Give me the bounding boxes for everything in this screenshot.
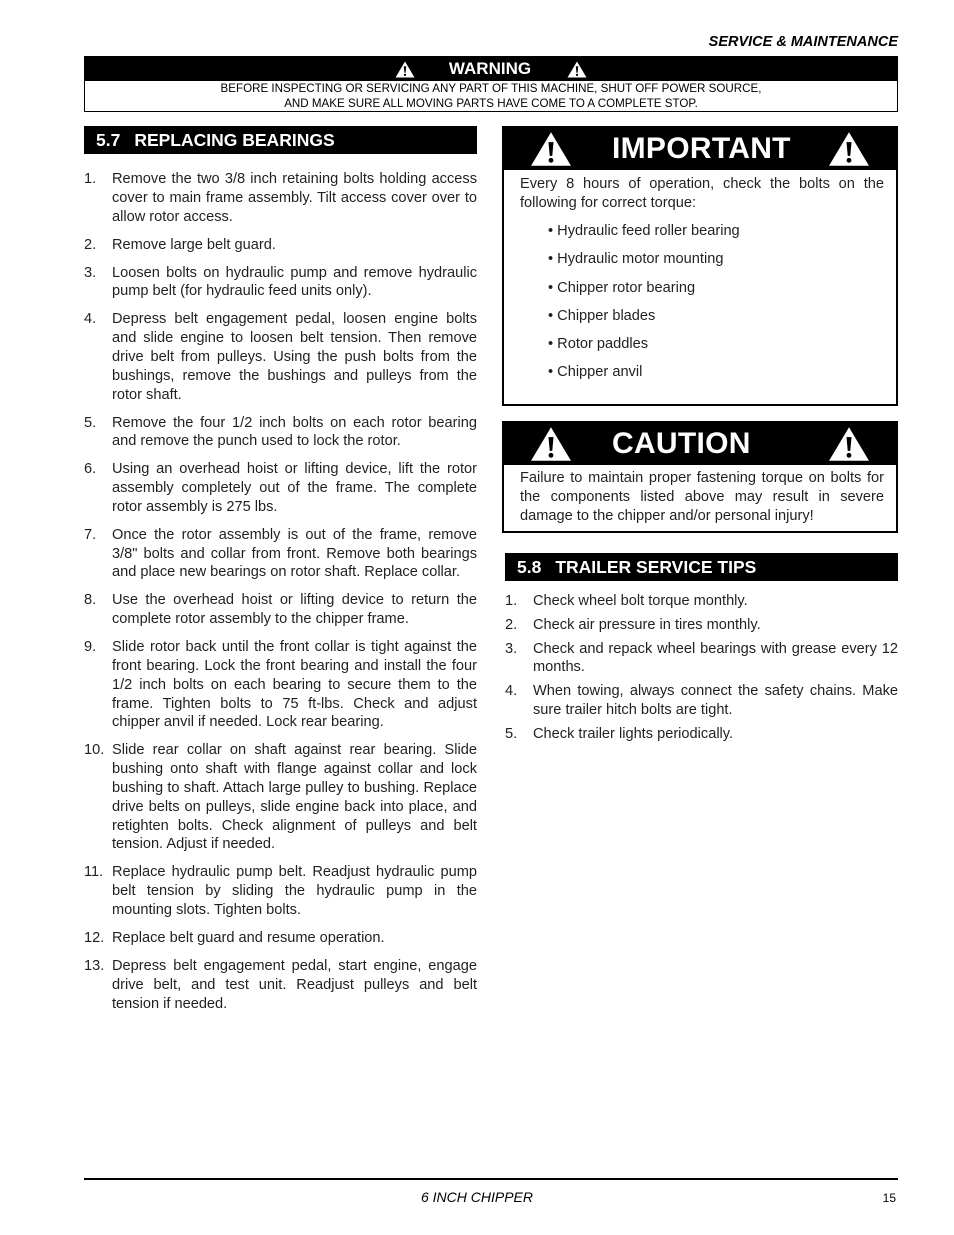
step-text: When towing, always connect the safety chains. Make sure trailer hitch bolts are tight. xyxy=(533,683,898,718)
step-item xyxy=(84,264,477,302)
torque-check-item: • Rotor paddles xyxy=(548,336,649,353)
step-text: Using an overhead hoist or lifting device, lift the rotor assembly completely out of the frame. The complete rotor assembly is 275 lbs. xyxy=(112,461,477,515)
step-number: 4. xyxy=(505,683,518,700)
step-text: Depress belt engagement pedal, start engine, engage drive belt, and test unit. Readjust pulleys and belt tension if needed. xyxy=(112,957,477,1012)
torque-check-item: • Hydraulic motor mounting xyxy=(548,251,724,268)
step-text: Loosen bolts on hydraulic pump and remove hydraulic pump belt (for hydraulic feed units only). xyxy=(112,264,477,300)
section-heading-trailer xyxy=(505,553,898,581)
warning-line: AND MAKE SURE ALL MOVING PARTS HAVE COME TO A COMPLETE STOP. xyxy=(284,96,698,110)
warning-title-bar xyxy=(85,57,897,81)
bearing-steps-list xyxy=(84,170,477,1013)
step-item xyxy=(84,310,477,404)
warning-triangle-icon xyxy=(395,61,415,78)
step-item xyxy=(505,682,898,720)
section-number: 5.7 xyxy=(96,129,121,150)
step-text: Check air pressure in tires monthly. xyxy=(533,616,761,633)
step-number: 1. xyxy=(84,171,97,187)
step-number: 10. xyxy=(84,742,105,759)
caution-text: Failure to maintain proper fastening torque on bolts for the components listed above may result in severe damage to the chipper and/or personal injury! xyxy=(520,470,884,524)
warning-triangle-icon xyxy=(567,61,587,78)
section-number: 5.8 xyxy=(517,556,542,577)
step-item xyxy=(505,640,898,678)
step-text: Remove large belt guard. xyxy=(112,236,276,253)
step-item xyxy=(84,957,477,1013)
page-number: 15 xyxy=(882,1191,896,1205)
step-item xyxy=(84,460,477,516)
step-item xyxy=(505,592,898,611)
step-item xyxy=(84,741,477,854)
footer-divider xyxy=(84,1178,898,1180)
torque-check-item: • Chipper rotor bearing xyxy=(548,279,696,296)
step-item xyxy=(84,526,477,582)
step-text: Check and repack wheel bearings with grease every 12 months. xyxy=(533,640,898,676)
warning-triangle-icon xyxy=(828,426,870,462)
step-text: Depress belt engagement pedal, loosen engine bolts and slide engine to loosen belt tension. Then remove drive belt from pulleys. Using the push bolts from the bushings, remove the bushings and pulleys from the rotor shaft. xyxy=(112,311,477,403)
torque-check-item: • Chipper anvil xyxy=(548,364,643,381)
step-number: 8. xyxy=(84,592,97,609)
step-text: Check trailer lights periodically. xyxy=(533,725,734,742)
warning-title: WARNING xyxy=(448,59,532,78)
warning-line: BEFORE INSPECTING OR SERVICING ANY PART OF THIS MACHINE, SHUT OFF POWER SOURCE, xyxy=(220,82,762,95)
step-number: 5. xyxy=(84,414,97,431)
step-item xyxy=(84,863,477,919)
step-text: Check wheel bolt torque monthly. xyxy=(533,593,748,609)
step-number: 5. xyxy=(505,725,518,742)
important-box xyxy=(502,126,898,406)
step-number: 6. xyxy=(84,461,97,478)
step-text: Use the overhead hoist or lifting device to return the complete rotor assembly to the chipper frame. xyxy=(112,592,477,628)
step-item xyxy=(505,616,898,635)
step-text: Replace belt guard and resume operation. xyxy=(112,929,385,946)
caution-title-bar xyxy=(504,423,896,465)
page-section-header: SERVICE & MAINTENANCE xyxy=(708,34,898,50)
step-number: 7. xyxy=(84,526,97,543)
torque-check-item: • Hydraulic feed roller bearing xyxy=(548,223,740,239)
step-text: Slide rear collar on shaft against rear bearing. Slide bushing onto shaft with flange against collar and lock bushing to shaft. Attach large pulley to bushing. Replace drive belts on pulleys, slide engine back into place, and retighten bolts. Check alignment of pulleys and belt tension. Adjust if needed. xyxy=(112,742,477,853)
important-text: Every 8 hours of operation, check the bolts on the following for correct torque: xyxy=(520,176,884,211)
step-item xyxy=(84,236,477,255)
warning-box xyxy=(84,56,898,112)
caution-title: CAUTION xyxy=(612,427,751,460)
step-number: 1. xyxy=(505,593,518,609)
torque-check-list xyxy=(504,223,896,393)
step-number: 3. xyxy=(84,264,97,281)
step-item xyxy=(505,725,898,744)
step-number: 11. xyxy=(84,864,104,881)
section-title: TRAILER SERVICE TIPS xyxy=(555,556,757,577)
step-number: 12. xyxy=(84,929,105,946)
step-item xyxy=(84,591,477,629)
step-number: 4. xyxy=(84,311,97,328)
important-title: IMPORTANT xyxy=(612,132,791,165)
step-text: Replace hydraulic pump belt. Readjust hydraulic pump belt tension by sliding the hydraulic pump in the mounting slots. Tighten bolts. xyxy=(112,864,477,918)
step-text: Slide rotor back until the front collar is tight against the front bearing. Lock the front bearing and install the four 1/2 inch bolts on each bearing to secure them to the frame. Tighten bolts to 75 ft-lbs. Check and adjust chipper anvil if needed. Lock rear bearing. xyxy=(112,639,477,731)
step-text: Remove the two 3/8 inch retaining bolts holding access cover to main frame assembly. Tilt access cover over to allow rotor access. xyxy=(112,171,477,225)
step-text: Remove the four 1/2 inch bolts on each rotor bearing and remove the punch used to lock the rotor. xyxy=(112,414,477,450)
torque-check-item: • Chipper blades xyxy=(548,307,656,324)
footer-title: 6 INCH CHIPPER xyxy=(420,1189,534,1205)
step-number: 9. xyxy=(84,639,97,656)
caution-box xyxy=(502,421,898,533)
warning-triangle-icon xyxy=(530,426,572,462)
warning-triangle-icon xyxy=(530,131,572,167)
step-number: 2. xyxy=(505,616,518,633)
step-number: 13. xyxy=(84,957,105,974)
warning-triangle-icon xyxy=(828,131,870,167)
warning-text xyxy=(85,81,897,111)
step-number: 2. xyxy=(84,236,97,253)
section-heading-bearings xyxy=(84,126,477,154)
trailer-steps-list xyxy=(505,592,898,744)
step-item xyxy=(84,414,477,452)
section-title: REPLACING BEARINGS xyxy=(134,129,335,150)
step-item xyxy=(84,929,477,948)
step-item xyxy=(84,170,477,226)
step-text: Once the rotor assembly is out of the frame, remove 3/8" bolts and collar from front. Remove both bearings and place new bearings on rotor shaft. Replace collar. xyxy=(112,526,477,581)
step-item xyxy=(84,638,477,732)
important-title-bar xyxy=(504,128,896,170)
step-number: 3. xyxy=(505,640,518,657)
